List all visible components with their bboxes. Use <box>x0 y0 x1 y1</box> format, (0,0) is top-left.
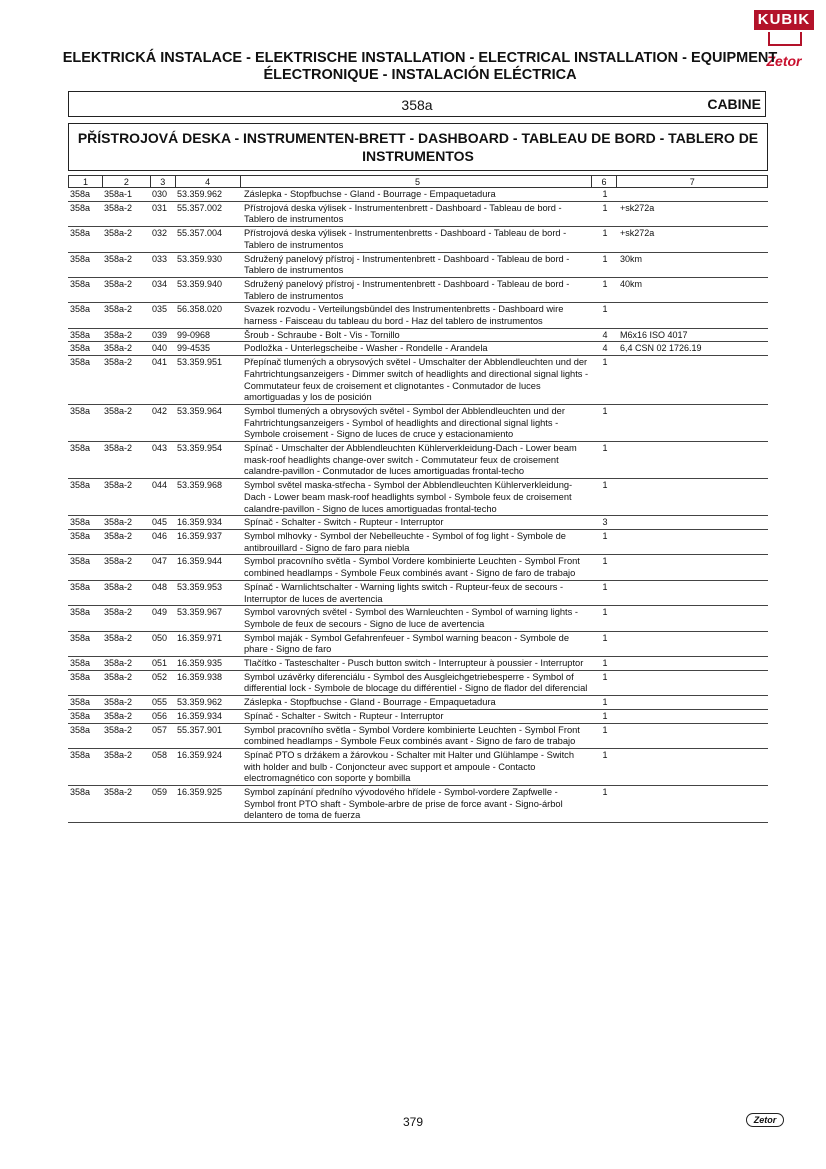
cell-c1: 358a <box>70 343 91 354</box>
cell-c5: Spínač - Umschalter der Abblendleuchten Kühlerverkleidung-Dach - Lower beam mask-roof headlights change-over switch - Commutateur feux de croisement calandre-pavillon - Conmutador de luces amortiguadas frontal-techo <box>244 443 577 477</box>
cell-c6: 1 <box>602 607 608 618</box>
cell-c1: 358a <box>70 749 91 760</box>
cell-c3: 048 <box>152 581 168 592</box>
table-row <box>68 253 768 278</box>
cell-c2: 358a-2 <box>104 749 133 760</box>
cell-c6: 1 <box>602 189 608 199</box>
cell-c6: 4 <box>602 343 608 354</box>
cell-c1: 358a <box>70 304 91 315</box>
cell-c4: 16.359.934 <box>177 710 223 721</box>
table-row <box>68 671 768 696</box>
cell-c7 <box>618 442 768 478</box>
cell-c7 <box>618 516 768 529</box>
cell-c4: 99-4535 <box>177 343 211 354</box>
cell-c7 <box>618 530 768 554</box>
cell-c3: 045 <box>152 517 168 528</box>
cell-c5: Symbol pracovního světla - Symbol Vordere kombinierte Leuchten - Symbol Front combined headlamps - Symbole Feux combinés avant - Signo de faro de trabajo <box>244 556 580 579</box>
cell-c5: Svazek rozvodu - Verteilungsbündel des Instrumentenbretts - Dashboard wire harness - Faisceau du tableau du bord - Haz del tablero de instrumentos <box>244 304 564 327</box>
cell-c2: 358a-2 <box>104 556 133 567</box>
cell-c7: M6x16 ISO 4017 <box>620 329 688 340</box>
cell-c3: 046 <box>152 530 168 541</box>
cell-c7 <box>618 555 768 579</box>
cell-c4: 53.359.954 <box>177 443 223 454</box>
table-row <box>68 786 768 823</box>
table-row <box>68 530 768 555</box>
cell-c7 <box>618 724 768 748</box>
cell-c2: 358a-2 <box>104 480 133 491</box>
cell-c5: Symbol světel maska-střecha - Symbol der Abblendleuchten Kühlerverkleidung-Dach - Lower beam mask-roof headlights symbol - Symbole feux de croisement calandre-pavillon - Signo de luces amortiguadas frontal-techo <box>244 480 573 514</box>
cell-c4: 99-0968 <box>177 329 211 340</box>
cell-c3: 032 <box>152 228 168 239</box>
group-category: CABINE <box>707 96 761 112</box>
cell-c1: 358a <box>70 632 91 643</box>
section-title: PŘÍSTROJOVÁ DESKA - INSTRUMENTEN-BRETT - DASHBOARD - TABLEAU DE BORD - TABLERO DE INSTRUMENTOS <box>77 130 759 164</box>
cell-c7 <box>618 606 768 630</box>
cell-c2: 358a-2 <box>104 671 133 682</box>
col-header-4: 4 <box>176 176 241 187</box>
cell-c5: Záslepka - Stopfbuchse - Gland - Bourrage - Empaquetadura <box>244 697 496 708</box>
cell-c4: 16.359.925 <box>177 787 223 798</box>
table-body <box>68 188 768 823</box>
table-row <box>68 342 768 356</box>
cell-c1: 358a <box>70 480 91 491</box>
cell-c1: 358a <box>70 556 91 567</box>
cell-c3: 031 <box>152 202 168 213</box>
cell-c6: 1 <box>602 724 608 735</box>
zetor-logo-text: Zetor <box>766 53 802 69</box>
cell-c1: 358a <box>70 724 91 735</box>
cell-c2: 358a-2 <box>104 228 133 239</box>
cell-c6: 1 <box>602 671 608 682</box>
table-row <box>68 227 768 252</box>
cell-c5: Symbol tlumených a obrysových světel - Symbol der Abblendleuchten und der Fahrtrichtungsanzeigers - Symbol of headlights and directional signal lights - Symbole croisement - Signo de luces de cruce y estacionamiento <box>244 405 565 440</box>
cell-c2: 358a-2 <box>104 787 133 798</box>
cell-c7 <box>618 671 768 695</box>
cell-c7: 40km <box>620 278 643 289</box>
cell-c2: 358a-2 <box>104 724 133 735</box>
cell-c3: 056 <box>152 710 168 721</box>
cell-c4: 55.357.901 <box>177 724 223 735</box>
cell-c2: 358a-2 <box>104 329 133 340</box>
cell-c1: 358a <box>70 787 91 798</box>
cell-c2: 358a-2 <box>104 710 133 721</box>
cell-c3: 034 <box>152 278 168 289</box>
cell-c1: 358a <box>70 697 91 708</box>
cell-c2: 358a-2 <box>104 343 133 354</box>
section-title-box <box>68 123 768 171</box>
cell-c3: 039 <box>152 329 168 340</box>
cell-c3: 035 <box>152 304 168 315</box>
table-row <box>68 442 768 479</box>
cell-c2: 358a-2 <box>104 357 133 368</box>
cell-c5: Symbol pracovního světla - Symbol Vordere kombinierte Leuchten - Symbol Front combined headlamps - Symbole Feux combinés avant - Signo de faro de trabajo <box>244 724 580 747</box>
cell-c5: Spínač PTO s držákem a žárovkou - Schalter mit Halter und Glühlampe - Switch with holder and bulb - Conjoncteur avec support et ampoule - Contacto electromagnético con soporte y bombilla <box>244 749 574 784</box>
cell-c2: 358a-2 <box>104 530 133 541</box>
cell-c1: 358a <box>70 710 91 721</box>
cell-c3: 044 <box>152 480 168 491</box>
cell-c3: 049 <box>152 607 168 618</box>
table-row <box>68 606 768 631</box>
table-row <box>68 202 768 227</box>
cell-c5: Symbol maják - Symbol Gefahrenfeuer - Symbol warning beacon - Symbole de phare - Signo de faro <box>244 632 570 655</box>
cell-c4: 53.359.930 <box>177 253 223 264</box>
cell-c1: 358a <box>70 202 91 213</box>
cell-c1: 358a <box>70 253 91 264</box>
cell-c4: 53.359.967 <box>177 607 223 618</box>
cell-c4: 55.357.002 <box>177 202 223 213</box>
cell-c7 <box>618 632 768 656</box>
cell-c7 <box>618 786 768 822</box>
cell-c3: 059 <box>152 787 168 798</box>
cell-c2: 358a-2 <box>104 658 133 669</box>
kubik-logo-text: KUBIK <box>754 10 814 30</box>
kubik-logo-frame <box>768 32 802 46</box>
zetor-footer-logo: Zetor <box>746 1113 784 1127</box>
cell-c5: Symbol varovných světel - Symbol des Warnleuchten - Symbol of warning lights - Symbole de feux de secours - Signo de luce de avertencia <box>244 607 578 629</box>
cell-c1: 358a <box>70 405 91 416</box>
cell-c2: 358a-2 <box>104 607 133 618</box>
cell-c6: 1 <box>602 228 608 239</box>
cell-c3: 040 <box>152 343 168 354</box>
cell-c2: 358a-2 <box>104 304 133 315</box>
cell-c5: Spínač - Schalter - Switch - Rupteur - Interruptor <box>244 710 444 721</box>
cell-c1: 358a <box>70 658 91 669</box>
cell-c3: 047 <box>152 556 168 567</box>
cell-c3: 043 <box>152 443 168 454</box>
cell-c3: 051 <box>152 658 168 669</box>
cell-c4: 53.359.962 <box>177 697 223 708</box>
table-row <box>68 405 768 442</box>
cell-c2: 358a-2 <box>104 581 133 592</box>
cell-c7 <box>618 657 768 670</box>
cell-c6: 1 <box>602 697 608 708</box>
cell-c5: Přístrojová deska výlisek - Instrumentenbretts - Dashboard - Tableau de bord - Tablero de instrumentos <box>244 228 567 250</box>
cell-c6: 1 <box>602 749 608 760</box>
table-row <box>68 303 768 328</box>
cell-c6: 1 <box>602 443 608 454</box>
cell-c5: Přístrojová deska výlisek - Instrumentenbrett - Dashboard - Tableau de bord - Tablero de instrumentos <box>244 202 562 225</box>
cell-c3: 042 <box>152 405 168 416</box>
table-row <box>68 479 768 516</box>
col-header-1: 1 <box>69 176 103 187</box>
cell-c3: 041 <box>152 357 168 368</box>
cell-c1: 358a <box>70 581 91 592</box>
col-header-2: 2 <box>103 176 151 187</box>
cell-c5: Spínač - Schalter - Switch - Rupteur - Interruptor <box>244 517 444 528</box>
cell-c5: Záslepka - Stopfbuchse - Gland - Bourrage - Empaquetadura <box>244 189 496 199</box>
cell-c2: 358a-2 <box>104 632 133 643</box>
cell-c4: 16.359.934 <box>177 517 223 528</box>
cell-c3: 058 <box>152 749 168 760</box>
cell-c3: 050 <box>152 632 168 643</box>
table-row <box>68 657 768 671</box>
cell-c2: 358a-2 <box>104 517 133 528</box>
cell-c2: 358a-2 <box>104 278 133 289</box>
cell-c4: 16.359.935 <box>177 658 223 669</box>
cell-c5: Tlačítko - Tasteschalter - Pusch button switch - Interrupteur à poussier - Interruptor <box>244 658 584 669</box>
page-number: 379 <box>402 1115 424 1129</box>
cell-c1: 358a <box>70 607 91 618</box>
col-header-5: 5 <box>241 176 592 187</box>
cell-c3: 052 <box>152 671 168 682</box>
cell-c4: 53.359.940 <box>177 278 223 289</box>
cell-c6: 1 <box>602 405 608 416</box>
cell-c2: 358a-2 <box>104 443 133 454</box>
cell-c7 <box>618 710 768 723</box>
cell-c4: 56.358.020 <box>177 304 223 315</box>
cell-c7 <box>618 356 768 404</box>
table-row <box>68 329 768 343</box>
cell-c4: 53.359.962 <box>177 189 223 199</box>
table-row <box>68 749 768 786</box>
cell-c4: 16.359.971 <box>177 632 223 643</box>
cell-c7 <box>618 405 768 441</box>
table-header <box>68 175 768 188</box>
cell-c6: 1 <box>602 632 608 643</box>
cell-c5: Spínač - Warnlichtschalter - Warning lights switch - Rupteur-feux de secours - Interruptor de luces de avertencia <box>244 581 564 604</box>
cell-c7 <box>618 749 768 785</box>
cell-c6: 1 <box>602 787 608 798</box>
cell-c1: 358a <box>70 671 91 682</box>
table-row <box>68 356 768 405</box>
cell-c4: 53.359.951 <box>177 357 223 368</box>
col-header-6: 6 <box>592 176 618 187</box>
cell-c6: 1 <box>602 556 608 567</box>
cell-c5: Symbol mlhovky - Symbol der Nebelleuchte - Symbol of fog light - Symbole de antibrouillard - Signo de faro para niebla <box>244 530 566 553</box>
cell-c1: 358a <box>70 530 91 541</box>
table-row <box>68 581 768 606</box>
group-code: 358a <box>401 97 433 113</box>
cell-c2: 358a-1 <box>104 189 133 199</box>
cell-c3: 030 <box>152 189 168 199</box>
cell-c5: Sdružený panelový přístroj - Instrumentenbrett - Dashboard - Tableau de bord - Tablero de instrumentos <box>244 278 570 301</box>
group-code-box <box>68 91 766 117</box>
cell-c6: 1 <box>602 202 608 213</box>
cell-c6: 1 <box>602 278 608 289</box>
cell-c6: 1 <box>602 304 608 315</box>
cell-c6: 1 <box>602 480 608 491</box>
cell-c7: 6,4 CSN 02 1726.19 <box>620 343 702 354</box>
cell-c4: 53.359.968 <box>177 480 223 491</box>
cell-c4: 16.359.944 <box>177 556 223 567</box>
cell-c6: 1 <box>602 253 608 264</box>
cell-c7: 30km <box>620 253 643 264</box>
table-row <box>68 696 768 710</box>
cell-c7 <box>618 479 768 515</box>
cell-c5: Symbol zapínání předního vývodového hřídele - Symbol-vordere Zapfwelle - Symbol front PTO shaft - Symbole-arbre de prise de force avant - Signo-árbol delantero de toma de fuerza <box>244 787 563 821</box>
table-row <box>68 278 768 303</box>
cell-c5: Šroub - Schraube - Bolt - Vis - Tornillo <box>244 329 400 340</box>
cell-c1: 358a <box>70 228 91 239</box>
cell-c6: 1 <box>602 357 608 368</box>
cell-c4: 16.359.937 <box>177 530 223 541</box>
cell-c4: 55.357.004 <box>177 228 223 239</box>
cell-c5: Sdružený panelový přístroj - Instrumentenbrett - Dashboard - Tableau de bord - Tablero de instrumentos <box>244 253 570 276</box>
cell-c4: 16.359.924 <box>177 749 223 760</box>
cell-c3: 033 <box>152 253 168 264</box>
cell-c1: 358a <box>70 357 91 368</box>
cell-c5: Symbol uzávěrky diferenciálu - Symbol des Ausgleichgetriebesperre - Symbol of differential lock - Symbole de blocage du différentiel - Signo de flador del diferencial <box>244 671 588 694</box>
col-header-3: 3 <box>151 176 176 187</box>
cell-c1: 358a <box>70 517 91 528</box>
table-row <box>68 724 768 749</box>
cell-c7 <box>618 581 768 605</box>
cell-c1: 358a <box>70 443 91 454</box>
table-row <box>68 555 768 580</box>
cell-c6: 4 <box>602 329 608 340</box>
parts-table <box>68 175 768 823</box>
cell-c7: +sk272a <box>620 228 655 239</box>
cell-c7 <box>618 696 768 709</box>
cell-c5: Podložka - Unterlegscheibe - Washer - Rondelle - Arandela <box>244 343 488 354</box>
cell-c2: 358a-2 <box>104 202 133 213</box>
cell-c1: 358a <box>70 278 91 289</box>
table-row <box>68 710 768 724</box>
cell-c2: 358a-2 <box>104 253 133 264</box>
cell-c2: 358a-2 <box>104 697 133 708</box>
cell-c2: 358a-2 <box>104 405 133 416</box>
cell-c7 <box>618 188 768 201</box>
cell-c6: 1 <box>602 530 608 541</box>
cell-c1: 358a <box>70 189 91 199</box>
cell-c3: 057 <box>152 724 168 735</box>
cell-c4: 53.359.953 <box>177 581 223 592</box>
cell-c6: 1 <box>602 658 608 669</box>
cell-c6: 3 <box>602 517 608 528</box>
col-header-7: 7 <box>689 177 695 187</box>
table-row <box>68 632 768 657</box>
cell-c7 <box>618 303 768 327</box>
table-row <box>68 188 768 202</box>
cell-c4: 16.359.938 <box>177 671 223 682</box>
table-row <box>68 516 768 530</box>
title-line-2: ÉLECTRONIQUE - INSTALACIÓN ELÉCTRICA <box>263 67 577 83</box>
cell-c6: 1 <box>602 581 608 592</box>
cell-c3: 055 <box>152 697 168 708</box>
cell-c7: +sk272a <box>620 202 655 213</box>
cell-c1: 358a <box>70 329 91 340</box>
cell-c4: 53.359.964 <box>177 405 223 416</box>
title-line-1: ELEKTRICKÁ INSTALACE - ELEKTRISCHE INSTALLATION - ELECTRICAL INSTALLATION - EQUIPMENT <box>62 50 778 66</box>
cell-c5: Přepínač tlumených a obrysových světel - Umschalter der Abblendleuchten und der Fahrtrichtungsanzeigers - Dimmer switch of headlights and directional signal lights - Commutateur feux de croisement et clignotantes - Conmutador de luces amortiguadas y los de posición <box>244 357 589 403</box>
page-title <box>60 50 780 84</box>
cell-c6: 1 <box>602 710 608 721</box>
